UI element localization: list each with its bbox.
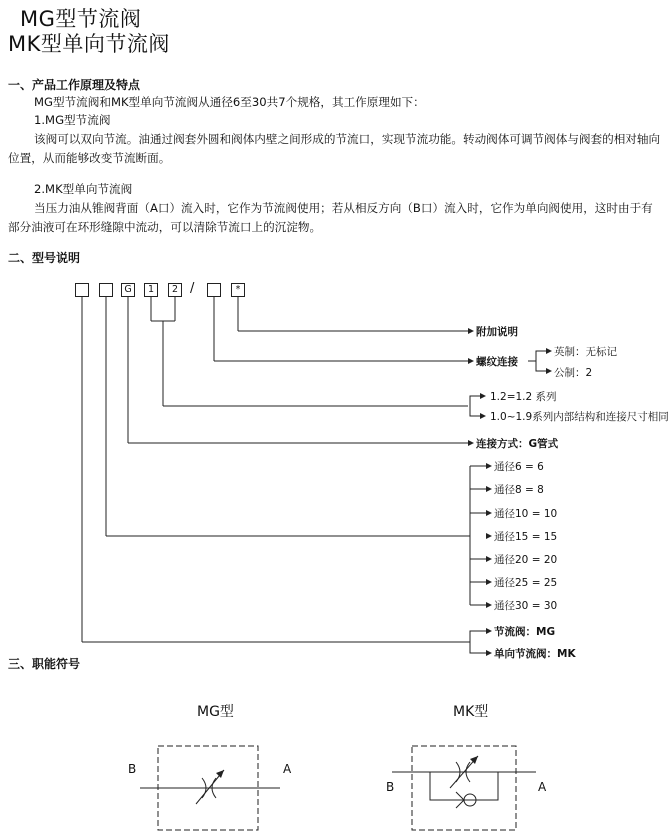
mg-port-b: B	[128, 762, 137, 776]
mk-port-b: B	[386, 780, 395, 794]
label-type-mg: 节流阀：MG	[494, 626, 556, 638]
label-series-2: 1.0~1.9系列内部结构和连接尺寸相同	[490, 411, 669, 423]
section-2-heading: 二、型号说明	[8, 251, 81, 265]
section-3-heading: 三、职能符号	[8, 657, 81, 671]
code-slash: /	[190, 281, 195, 296]
label-dn-30: 通径30 = 30	[494, 600, 558, 612]
code-box-5: 2	[168, 283, 182, 297]
mk-description: 当压力油从锥阀背面（A口）流入时，它作为节流阀使用；若从相反方向（B口）流入时，它作为单向阀使用，这时由于有部分油液可在环形缝隙中流动，可以清除节流口上的沉淀物。	[8, 201, 653, 234]
label-series-1: 1.2=1.2 系列	[490, 391, 557, 403]
label-dn-15: 通径15 = 15	[494, 531, 558, 543]
code-box-4: 1	[144, 283, 158, 297]
title-line-1: MG型节流阀	[20, 7, 142, 31]
label-dn-20: 通径20 = 20	[494, 554, 558, 566]
label-thread: 螺纹连接	[476, 356, 518, 368]
label-dn-8: 通径8 = 8	[494, 484, 544, 496]
code-box-7: *	[231, 283, 245, 297]
code-box-3: G	[121, 283, 135, 297]
mk-symbol-label: MK型	[453, 704, 489, 720]
mg-symbol-label: MG型	[197, 704, 234, 720]
label-type-mk: 单向节流阀：MK	[494, 648, 576, 660]
label-extra: 附加说明	[476, 326, 518, 338]
label-connection: 连接方式：G管式	[476, 438, 559, 450]
mg-throttle-symbol	[120, 740, 300, 838]
mg-port-a: A	[283, 762, 292, 776]
mg-description: 该阀可以双向节流。油通过阀套外圆和阀体内壁之间形成的节流口，实现节流功能。转动阀体可调节阀体与阀套的相对轴向位置，从而能够改变节流断面。	[8, 132, 661, 165]
mk-subheading: 2.MK型单向节流阀	[34, 182, 133, 196]
mg-subheading: 1.MG型节流阀	[34, 113, 111, 127]
title-line-2: MK型单向节流阀	[8, 32, 170, 56]
label-thread-imperial: 英制：无标记	[554, 346, 617, 358]
label-dn-25: 通径25 = 25	[494, 577, 558, 589]
mk-port-a: A	[538, 780, 547, 794]
section-1-heading: 一、产品工作原理及特点	[8, 78, 141, 92]
section-1-intro: MG型节流阀和MK型单向节流阀从通径6至30共7个规格，其工作原理如下：	[34, 95, 425, 109]
label-thread-metric: 公制：2	[554, 367, 593, 379]
mk-check-throttle-symbol	[380, 740, 560, 838]
label-dn-6: 通径6 = 6	[494, 461, 544, 473]
label-dn-10: 通径10 = 10	[494, 508, 558, 520]
